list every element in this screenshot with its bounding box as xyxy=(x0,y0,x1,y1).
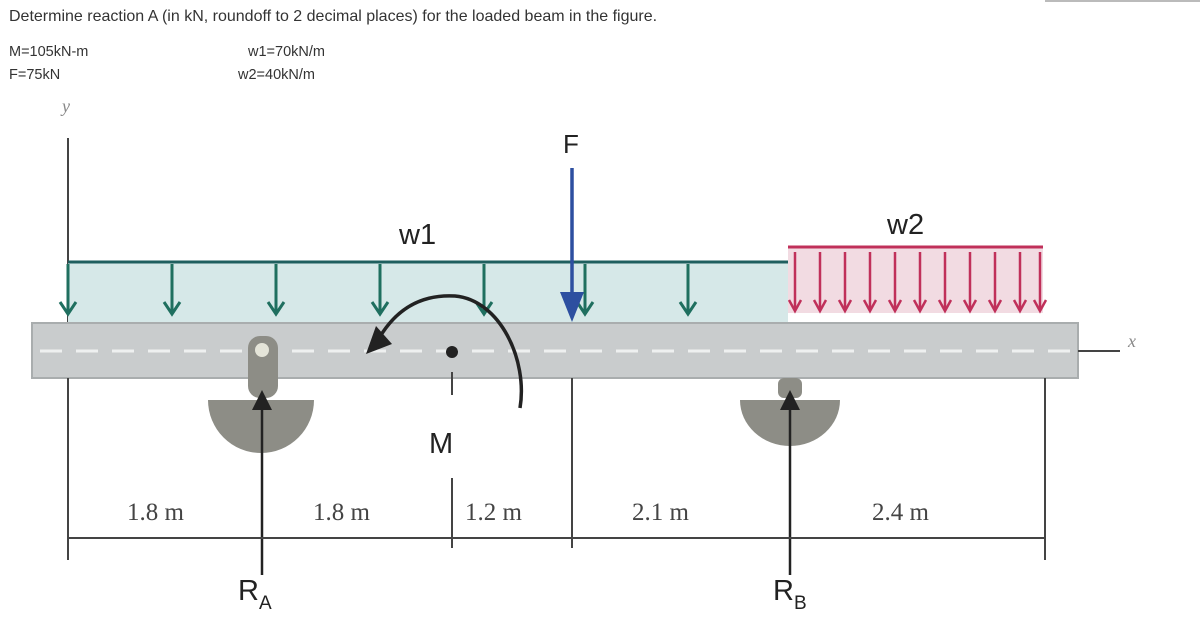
w1-label: w1 xyxy=(399,219,437,251)
w1-load-region xyxy=(68,262,788,324)
force-f-arrow xyxy=(560,168,584,322)
dimension-label: 2.1 m xyxy=(632,499,689,526)
dimension-label: 2.4 m xyxy=(872,499,929,526)
dimension-label: 1.8 m xyxy=(127,499,184,526)
moment-point xyxy=(446,346,458,358)
reaction-a-main: R xyxy=(238,575,259,607)
x-axis-label: x xyxy=(1128,331,1136,351)
y-axis-label: y xyxy=(62,96,70,116)
given-w1: w1=70kN/m xyxy=(248,44,325,60)
dimension-label: 1.8 m xyxy=(313,499,370,526)
given-force: F=75kN xyxy=(9,67,61,83)
reaction-a-sub: A xyxy=(258,593,272,614)
w2-label: w2 xyxy=(887,209,925,241)
reaction-a-label xyxy=(238,575,272,614)
force-f-label: F xyxy=(563,129,579,159)
support-a-hole xyxy=(255,343,269,357)
given-moment: M=105kN-m xyxy=(9,44,89,60)
dimension-label: 1.2 m xyxy=(465,499,522,526)
reaction-b-main: R xyxy=(773,575,794,607)
given-w2: w2=40kN/m xyxy=(238,67,315,83)
reaction-b-sub: B xyxy=(793,593,807,614)
question-text: Determine reaction A (in kN, roundoff to 2 decimal places) for the loaded beam in the figure. xyxy=(9,8,658,25)
reaction-b-label xyxy=(773,575,807,614)
moment-label: M xyxy=(429,428,454,460)
